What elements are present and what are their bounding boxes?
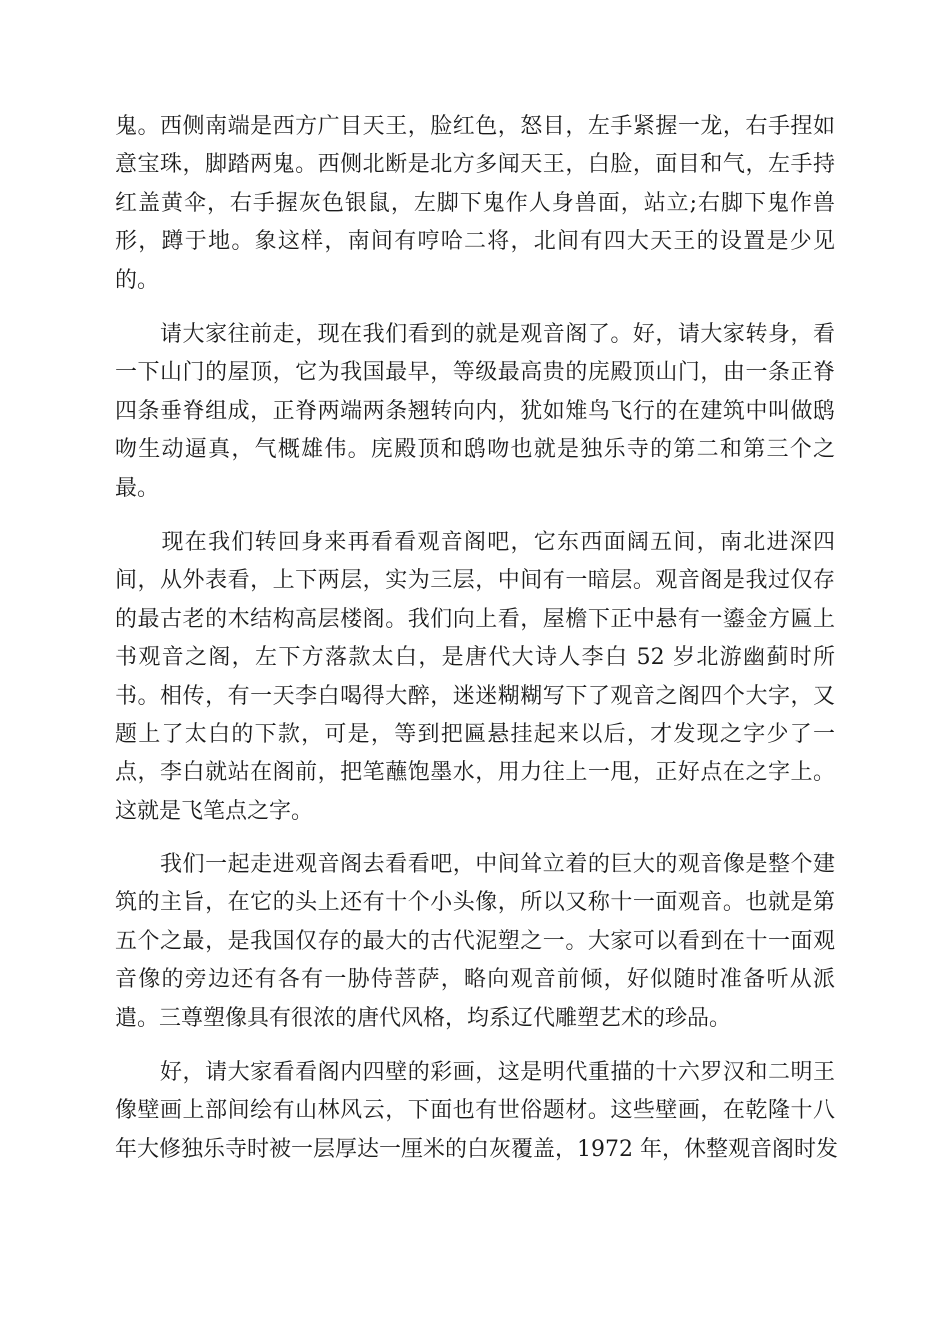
text-line: 一下山门的屋顶，它为我国最早，等级最高贵的庑殿顶山门，由一条正脊 xyxy=(115,360,835,386)
paragraph-3 xyxy=(115,524,835,831)
text-line: 好，请大家看看阁内四壁的彩画，这是明代重描的十六罗汉和二明王 xyxy=(115,1060,835,1085)
text-line: 间，从外表看，上下两层，实为三层，中间有一暗层。观音阁是我过仅存 xyxy=(115,568,835,594)
text-line: 点，李白就站在阁前，把笔蘸饱墨水，用力往上一甩，正好点在之字上。 xyxy=(115,760,835,786)
text-line: 这就是飞笔点之字。 xyxy=(115,798,314,824)
text-line: 五个之最，是我国仅存的最大的古代泥塑之一。大家可以看到在十一面观 xyxy=(115,928,835,954)
text-line: 遣。三尊塑像具有很浓的唐代风格，均系辽代雕塑艺术的珍品。 xyxy=(115,1005,732,1031)
text-line: 四条垂脊组成，正脊两端两条翘转向内，犹如雉鸟飞行的在建筑中叫做鸱 xyxy=(115,398,835,424)
text-line: 请大家往前走，现在我们看到的就是观音阁了。好，请大家转身，看 xyxy=(115,322,835,347)
paragraph-1 xyxy=(115,108,835,300)
text-line: 吻生动逼真，气概雄伟。庑殿顶和鸱吻也就是独乐寺的第二和第三个之 xyxy=(115,437,835,463)
text-line: 现在我们转回身来再看看观音阁吧，它东西面阔五间，南北进深四 xyxy=(115,530,835,555)
text-line: 书。相传，有一天李白喝得大醉，迷迷糊糊写下了观音之阁四个大字，又 xyxy=(115,683,835,709)
text-line: 形，蹲于地。象这样，南间有哼哈二将，北间有四大天王的设置是少见 xyxy=(115,229,835,255)
paragraph-5 xyxy=(115,1054,838,1169)
text-line: 我们一起走进观音阁去看看吧，中间耸立着的巨大的观音像是整个建 xyxy=(115,852,835,877)
paragraph-2 xyxy=(115,316,835,508)
text-line: 题上了太白的下款，可是，等到把匾悬挂起来以后，才发现之字少了一 xyxy=(115,721,835,747)
text-line: 筑的主旨，在它的头上还有十个小头像，所以又称十一面观音。也就是第 xyxy=(115,890,835,916)
paragraph-4 xyxy=(115,846,835,1038)
text-line: 的。 xyxy=(115,267,160,293)
text-line: 的最古老的木结构高层楼阁。我们向上看，屋檐下正中悬有一鎏金方匾上 xyxy=(115,606,835,632)
text-line: 意宝珠，脚踏两鬼。西侧北断是北方多闻天王，白脸，面目和气，左手持 xyxy=(115,152,835,178)
text-line: 鬼。西侧南端是西方广目天王，脸红色，怒目，左手紧握一龙，右手捏如 xyxy=(115,114,835,139)
text-line: 书观音之阁，左下方落款太白，是唐代大诗人李白 52 岁北游幽蓟时所 xyxy=(115,645,835,671)
text-line: 音像的旁边还有各有一胁侍菩萨，略向观音前倾，好似随时准备听从派 xyxy=(115,967,835,993)
text-line: 年大修独乐寺时被一层厚达一厘米的白灰覆盖，1972 年，休整观音阁时发 xyxy=(115,1136,838,1162)
text-line: 红盖黄伞，右手握灰色银鼠，左脚下鬼作人身兽面，站立;右脚下鬼作兽 xyxy=(115,190,835,216)
text-line: 像壁画上部间绘有山林风云，下面也有世俗题材。这些壁画，在乾隆十八 xyxy=(115,1098,835,1124)
text-line: 最。 xyxy=(115,475,160,501)
